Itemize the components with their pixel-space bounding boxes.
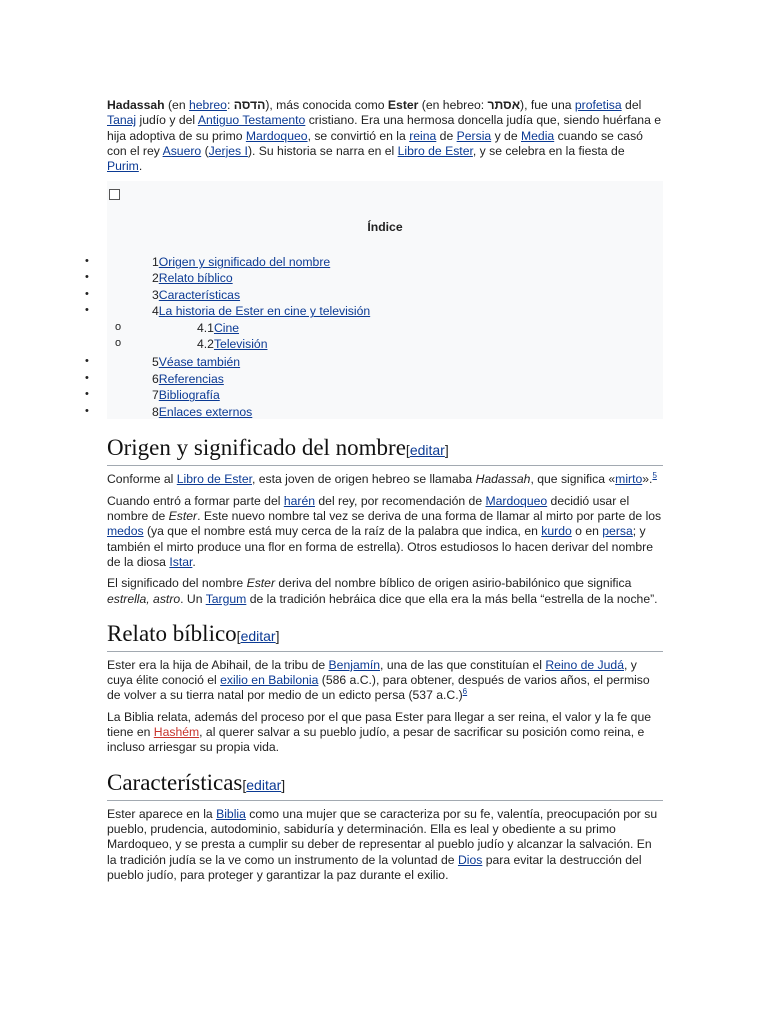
toc-subitem[interactable]: 4.1Cine	[197, 321, 240, 336]
edit-link[interactable]: [editar]	[405, 442, 449, 459]
link-mardoqueo[interactable]: Mardoqueo	[245, 128, 308, 143]
paragraph: Ester era la hija de Abihail, de la tribu de Benjamín, una de las que constituían el Reino de Judá, y cuya élite conoció el exilio en Babilonia (586 a.C.), para obtener, después de varios años, el permiso de volver a su tierra natal por medio de un edicto persa (537 a.C.)$^6$	[107, 657, 650, 703]
link-media[interactable]: Media	[521, 128, 555, 143]
toc-bullet: •	[85, 388, 89, 401]
toc-item[interactable]: 2Relato bíblico	[152, 271, 233, 286]
link-persia[interactable]: Persia	[456, 128, 492, 143]
toc-item[interactable]: 1Origen y significado del nombre	[152, 255, 331, 270]
edit-link[interactable]: [editar]	[242, 776, 286, 793]
toc-item[interactable]: 6Referencias	[152, 372, 224, 387]
hebrew-hadassah: הדסה	[233, 98, 266, 112]
section-heading: Relato bíblico[editar]	[107, 619, 663, 652]
intro-paragraph: Hadassah (en hebreo: הדסה), más conocida como Ester (en hebreo: אסתר), fue una profetisa del Tanaj judío y del Antiguo Testamento cristiano. Era una hermosa doncella judía que, siendo huérfana e hija adoptiva de su primo Mardoqueo, se convirtió en la reina de Persia y de Media cuando se casó con el rey Asuero (Jerjes I). Su historia se narra en el Libro de Ester, y se celebra en la fiesta de Purim.	[107, 98, 662, 174]
toc-toggle-checkbox[interactable]	[109, 189, 120, 200]
toc-bullet: •	[85, 405, 89, 418]
link-haren[interactable]: harén	[283, 493, 315, 508]
toc-sub-bullet: o	[115, 337, 122, 350]
ref-link[interactable]: 6	[462, 687, 468, 697]
link-mardoqueo[interactable]: Mardoqueo	[485, 493, 548, 508]
edit-link[interactable]: [editar]	[236, 627, 280, 644]
paragraph: Conforme al Libro de Ester, esta joven de origen hebreo se llamaba Hadassah, que significa «mirto».$^5$	[107, 471, 657, 487]
paragraph: Cuando entró a formar parte del harén del rey, por recomendación de Mardoqueo decidió usar el nombre de Ester. Este nuevo nombre tal vez se deriva de una forma de llamar al mirto por parte de los medos (ya que el nombre está muy cerca de la raíz de la palabra que indica, en kurdo o en persa; y también el mirto produce una flor en forma de estrella). Otros estudiosos lo hacen derivar del nombre de la diosa Istar.	[107, 493, 662, 569]
link-tanaj[interactable]: Tanaj	[107, 113, 137, 128]
paragraph: La Biblia relata, además del proceso por el que pasa Ester para llegar a ser reina, el valor y la fe que tiene en Hashém, al querer salvar a su pueblo judío, a pesar de sacrificar su posición como reina, e incluso arriesgar su propia vida.	[107, 709, 652, 755]
term-ester: Ester	[387, 98, 419, 112]
paragraph: Ester aparece en la Biblia como una mujer que se caracteriza por su fe, valentía, preocupación por su pueblo, prudencia, autodominio, sabiduría y determinación. Ella es leal y obediente a su primo Mardoqueo, y se presta a cumplir su deber de representar al pueblo judío y alcanzar la salvación. En la tradición judía se la ve como un instrumento de la voluntad de Dios para evitar la destrucción del pueblo judío, para proteger y garantizar la paz durante el exilio.	[107, 806, 658, 882]
ref-link[interactable]: 5	[652, 471, 657, 481]
link-dios[interactable]: Dios	[457, 852, 483, 867]
toc-bullet: •	[85, 372, 89, 385]
link-benjamin[interactable]: Benjamín	[328, 657, 381, 672]
link-hebreo[interactable]: hebreo	[188, 98, 227, 112]
section-heading: Características[editar]	[107, 768, 663, 801]
toc-item[interactable]: 8Enlaces externos	[152, 405, 253, 420]
toc-subitem[interactable]: 4.2Televisión	[197, 337, 268, 352]
link-kurdo[interactable]: kurdo	[541, 524, 572, 539]
term-hadassah: Hadassah	[107, 98, 165, 112]
toc-bullet: •	[85, 288, 89, 301]
paragraph: El significado del nombre Ester deriva del nombre bíblico de origen asirio-babilónico que significa estrella, astro. Un Targum de la tradición hebráica dice que ella era la más bella “estrella de la noche”.	[107, 576, 658, 606]
link-mirto[interactable]: mirto	[615, 472, 643, 487]
section-origen	[107, 433, 663, 606]
link-istar[interactable]: Istar	[169, 554, 193, 569]
link-targum[interactable]: Targum	[205, 591, 247, 606]
link-antiguo-testamento[interactable]: Antiguo Testamento	[197, 113, 306, 128]
link-libro-de-ester[interactable]: Libro de Ester	[397, 143, 473, 158]
toc-item[interactable]: 3Características	[152, 288, 241, 303]
section-relato	[107, 619, 663, 756]
toc-sub-bullet: o	[115, 321, 122, 334]
table-of-contents	[85, 181, 663, 420]
link-exilio[interactable]: exilio en Babilonia	[220, 673, 319, 688]
link-purim[interactable]: Purim	[107, 159, 139, 174]
toc-item[interactable]: 7Bibliografía	[152, 388, 220, 403]
toc-item[interactable]: 4La historia de Ester en cine y televisión	[152, 304, 371, 319]
toc-title: Índice	[367, 220, 403, 235]
toc-bullet: •	[85, 255, 89, 268]
link-libro-de-ester[interactable]: Libro de Ester	[176, 472, 252, 487]
link-biblia[interactable]: Biblia	[216, 806, 246, 821]
link-medos[interactable]: medos	[107, 524, 144, 539]
link-persa[interactable]: persa	[602, 524, 633, 539]
link-profetisa[interactable]: profetisa	[574, 98, 622, 112]
toc-bullet: •	[85, 355, 89, 368]
link-jerjes[interactable]: Jerjes I	[208, 143, 248, 158]
hebrew-ester: אסתר	[487, 98, 521, 112]
link-asuero[interactable]: Asuero	[162, 143, 202, 158]
section-heading: Origen y significado del nombre[editar]	[107, 433, 663, 466]
section-caracteristicas	[107, 768, 663, 883]
article-content	[85, 98, 663, 883]
toc-bullet: •	[85, 304, 89, 317]
link-reino-de-juda[interactable]: Reino de Judá	[545, 657, 624, 672]
toc-item[interactable]: 5Véase también	[152, 355, 241, 370]
link-hashem[interactable]: Hashém	[153, 725, 200, 740]
link-reina[interactable]: reina	[409, 128, 437, 143]
toc-bullet: •	[85, 271, 89, 284]
